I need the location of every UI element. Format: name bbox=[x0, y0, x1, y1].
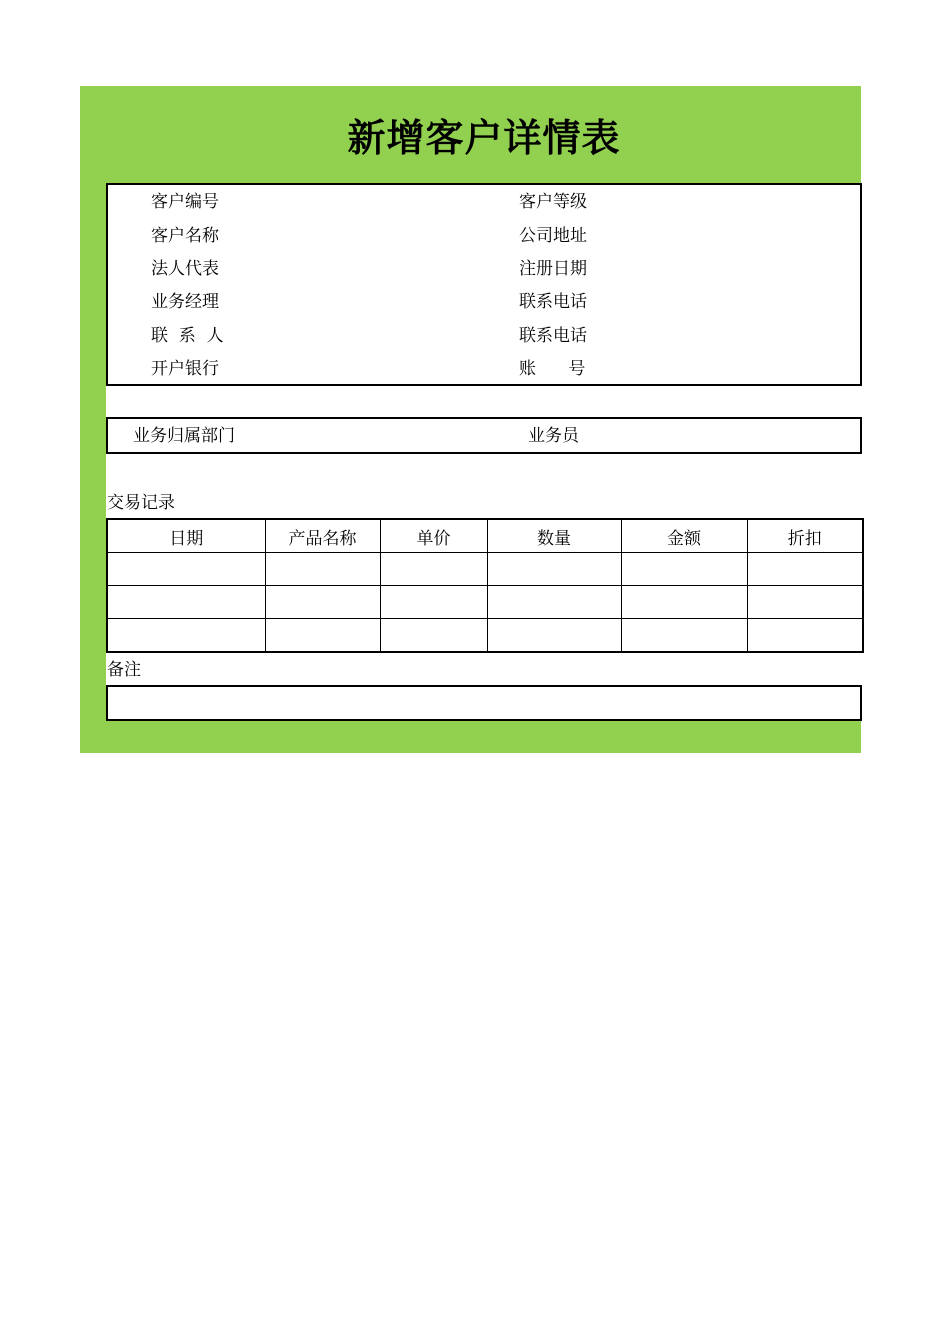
table-cell[interactable] bbox=[380, 619, 487, 653]
column-header-unit-price: 单价 bbox=[380, 519, 487, 553]
table-cell[interactable] bbox=[487, 619, 621, 653]
column-header-date: 日期 bbox=[107, 519, 265, 553]
table-cell[interactable] bbox=[487, 553, 621, 586]
customer-info-section bbox=[106, 183, 862, 386]
label-contact-person: 联 系 人 bbox=[151, 326, 224, 346]
notes-field[interactable] bbox=[106, 685, 862, 721]
column-header-quantity: 数量 bbox=[487, 519, 621, 553]
label-customer-level: 客户等级 bbox=[519, 192, 587, 212]
label-bank: 开户银行 bbox=[151, 359, 219, 379]
table-cell[interactable] bbox=[265, 619, 380, 653]
trade-table bbox=[106, 518, 864, 653]
table-cell[interactable] bbox=[380, 586, 487, 619]
table-cell[interactable] bbox=[107, 553, 265, 586]
table-cell[interactable] bbox=[747, 553, 863, 586]
label-account-number: 账 号 bbox=[519, 359, 586, 379]
table-cell[interactable] bbox=[107, 619, 265, 653]
table-cell[interactable] bbox=[747, 619, 863, 653]
table-row bbox=[107, 586, 863, 619]
column-header-product: 产品名称 bbox=[265, 519, 380, 553]
table-cell[interactable] bbox=[380, 553, 487, 586]
label-account-manager: 业务经理 bbox=[151, 292, 219, 312]
table-cell[interactable] bbox=[107, 586, 265, 619]
table-cell[interactable] bbox=[621, 553, 747, 586]
trade-section-label: 交易记录 bbox=[107, 493, 175, 513]
table-cell[interactable] bbox=[747, 586, 863, 619]
page-title: 新增客户详情表 bbox=[347, 116, 621, 160]
label-legal-rep: 法人代表 bbox=[151, 259, 219, 279]
table-cell[interactable] bbox=[621, 586, 747, 619]
label-registration-date: 注册日期 bbox=[519, 259, 587, 279]
label-phone-1: 联系电话 bbox=[519, 292, 587, 312]
label-salesperson: 业务员 bbox=[528, 426, 579, 446]
table-cell[interactable] bbox=[621, 619, 747, 653]
table-cell[interactable] bbox=[265, 586, 380, 619]
table-cell[interactable] bbox=[487, 586, 621, 619]
label-customer-id: 客户编号 bbox=[151, 192, 219, 212]
table-cell[interactable] bbox=[265, 553, 380, 586]
column-header-discount: 折扣 bbox=[747, 519, 863, 553]
table-row bbox=[107, 553, 863, 586]
label-department: 业务归属部门 bbox=[133, 426, 235, 446]
table-row bbox=[107, 619, 863, 653]
label-customer-name: 客户名称 bbox=[151, 226, 219, 246]
trade-header-row bbox=[107, 519, 863, 553]
label-company-address: 公司地址 bbox=[519, 226, 587, 246]
label-phone-2: 联系电话 bbox=[519, 326, 587, 346]
column-header-amount: 金额 bbox=[621, 519, 747, 553]
notes-section-label: 备注 bbox=[107, 660, 141, 680]
